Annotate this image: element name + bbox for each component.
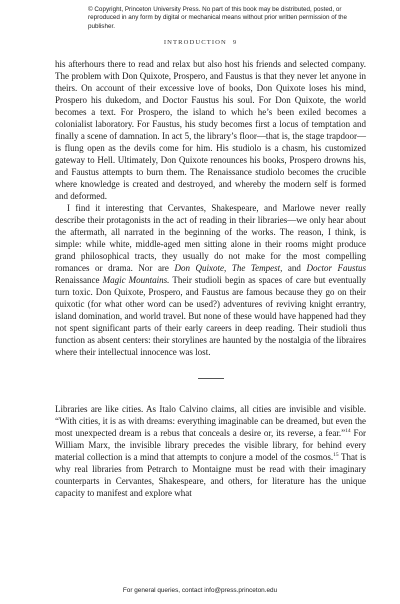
paragraph-2-text-4: Their studioli begin as spaces of care but eventually turn toxic. Don Quixote, Prospero, and Faustus are famous because they go on their quixotic (for what other word can be used?) adventures of reviving knight errantry, island domination, and world travel. But none of these would have happened had they not spent significant parts of their early careers in deep reading. Their studioli thus function as absent centers: their storylines are haunted by the nostalgia of the libraires where their intellectual innocence was lost.	[55, 275, 367, 357]
paragraph-3-text-2: For William Marx, the invisible library precedes the visible library, for behind every material collection is a mind that attempts to conjure a model of the cosmos.	[55, 428, 366, 462]
page-number: 9	[232, 39, 237, 46]
running-head	[0, 39, 400, 46]
body-text	[55, 58, 366, 499]
copyright-notice: © Copyright, Princeton University Press. No part of this book may be distributed, posted, or reproduced in any form by digital or mechanical means without prior written permission of the publisher.	[88, 6, 347, 30]
footer-contact: For general queries, contact info@press.princeton.edu	[122, 587, 278, 594]
paragraph-2-italic-3: Magic Mountains.	[102, 275, 170, 285]
paragraph-3-text-3: That is why real libraries from Petrarch to Montaigne must be read with their imaginary counterparts in Cervantes, Shakespeare, and others, for literature has the unique capacity to manifest and explore what	[55, 452, 366, 498]
footnote-ref-14[interactable]: 14	[345, 428, 351, 434]
paragraph-2-text-2: and	[282, 263, 307, 273]
paragraph-2-text-1: I find it interesting that Cervantes, Shakespeare, and Marlowe never really describe their protagonists in the act of reading in their libraries—we only hear about the aftermath, all narrated in the beginning of the works. The reason, I think, is simple: while white, middle-aged men sitting alone in their rooms might produce grand philosophical tracts, they usually do not make for the most compelling romances or drama. Nor are	[55, 203, 366, 273]
paragraph-1-text: his afterhours there to read and relax but also host his friends and selected company. The problem with Don Quixote, Prospero, and Faustus is that they never let anyone in theirs. On account of their excessive love of books, Don Quixote loses his mind, Prospero his dukedom, and Doctor Faustus his soul. For Don Quixote, the world becomes a text. For Prospero, the island to which he’s been exiled becomes a colonialist laboratory. For Faustus, his study becomes first a locus of temptation and finally a scene of damnation. In act 5, the library’s floor—that is, the stage trapdoor—is flung open as the devils come for him. His studiolo is a chasm, his customized gateway to Hell. Ultimately, Don Quixote renounces his books, Prospero drowns his, and Faustus attempts to burn them. The Renaissance studiolo becomes the crucible where knowledge is created and destroyed, and whereby the modern self is formed and deformed.	[55, 59, 366, 201]
paragraph-2-italic-1: Don Quixote, The Tempest,	[174, 263, 283, 273]
paragraph-2	[55, 202, 366, 358]
paragraph-3	[55, 403, 366, 499]
footnote-ref-15[interactable]: 15	[333, 452, 339, 458]
running-head-title: INTRODUCTION	[163, 39, 227, 46]
paragraph-2-text-3: Renaissance	[55, 275, 103, 285]
section-break-rule	[198, 378, 224, 379]
paragraph-2-italic-2: Doctor Faustus	[306, 263, 367, 273]
paragraph-1	[55, 58, 366, 202]
paragraph-3-text-1: Libraries are like cities. As Italo Calvino claims, all cities are invisible and visible. “With cities, it is as with dreams: everything imaginable can be dreamed, but even the most unexpected dream is a rebus that conceals a desire or, its reverse, a fear.”	[55, 404, 366, 438]
